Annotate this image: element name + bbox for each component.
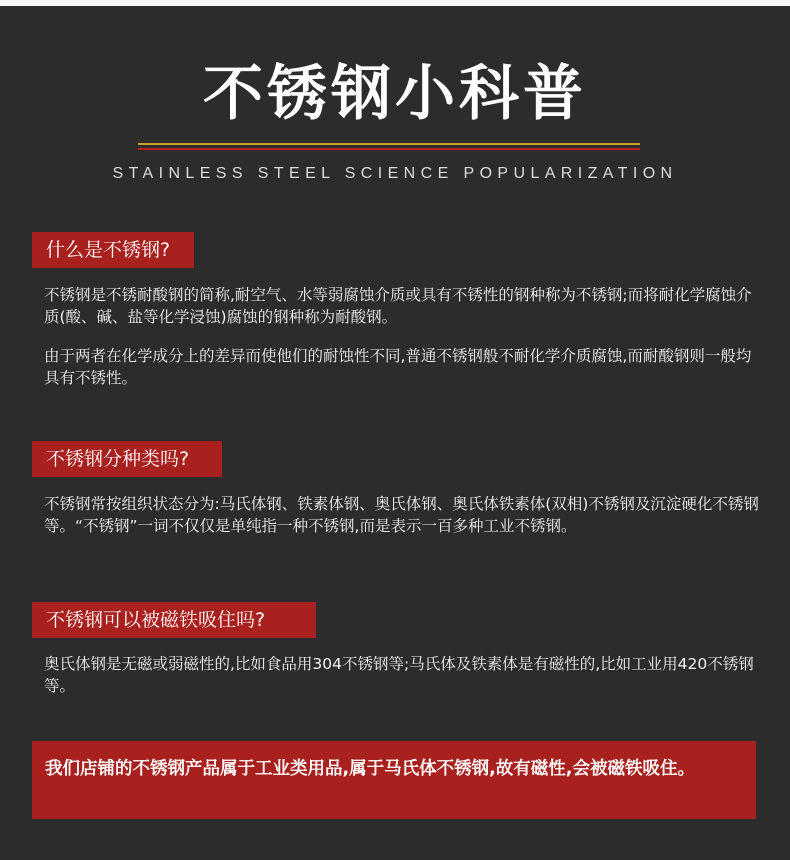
section-paragraph: 不锈钢是不锈耐酸钢的简称,耐空气、水等弱腐蚀介质或具有不锈性的钢种称为不锈钢;而将耐化学腐蚀介质(酸、碱、盐等化学浸蚀)腐蚀的钢种称为耐酸钢。 (44, 286, 752, 326)
section-paragraph: 奥氏体钢是无磁或弱磁性的,比如食品用304不锈钢等;马氏体及铁素体是有磁性的,比如工业用420不锈钢等。 (44, 655, 754, 695)
section-heading-types: 不锈钢分种类吗? (32, 441, 222, 477)
section-paragraph: 由于两者在化学成分上的差异而使他们的耐蚀性不同,普通不锈钢般不耐化学介质腐蚀,而耐酸钢则一般均具有不锈性。 (44, 347, 752, 387)
page-subtitle: STAINLESS STEEL SCIENCE POPULARIZATION (112, 165, 678, 182)
store-notice-banner: 我们店铺的不锈钢产品属于工业类用品,属于马氏体不锈钢,故有磁性,会被磁铁吸住。 (32, 741, 756, 819)
title-divider-yellow (138, 143, 640, 145)
section-heading-magnetic: 不锈钢可以被磁铁吸住吗? (32, 602, 316, 638)
section-heading-what-is: 什么是不锈钢? (32, 232, 194, 268)
section-paragraph: 不锈钢常按组织状态分为:马氏体钢、铁素体钢、奥氏体钢、奥氏体铁素体(双相)不锈钢及沉淀硬化不锈钢等。“不锈钢”一词不仅仅是单纯指一种不锈钢,而是表示一百多种工业不锈钢。 (44, 495, 759, 535)
page-title: 不锈钢小科普 (203, 59, 587, 129)
title-divider-red (138, 148, 640, 150)
